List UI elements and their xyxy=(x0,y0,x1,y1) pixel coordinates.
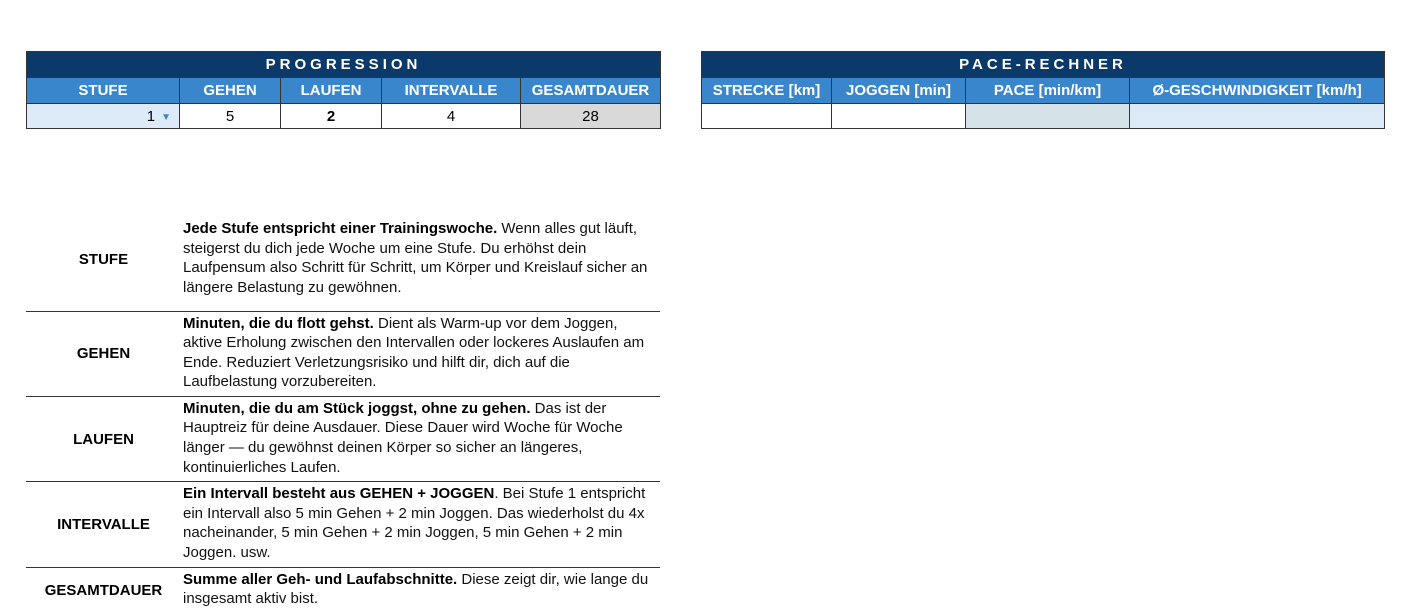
stufe-dropdown[interactable] xyxy=(27,104,180,129)
header-gesamtdauer[interactable]: GESAMTDAUER xyxy=(521,78,661,104)
header-laufen[interactable]: LAUFEN xyxy=(281,78,382,104)
header-gehen[interactable]: GEHEN xyxy=(180,78,281,104)
header-joggen[interactable]: JOGGEN [min] xyxy=(832,78,966,104)
gehen-value[interactable]: 5 xyxy=(180,104,281,129)
legend-description[interactable]: Minuten, die du flott gehst. Dient als Warm-up vor dem Joggen, aktive Erholung zwischen den Intervallen oder lockeres Auslaufen am Ende. Reduziert Verletzungsrisiko und hilft dir, dich auf die Laufbelastung vorzubereiten. xyxy=(183,314,645,391)
gesamtdauer-value[interactable]: 28 xyxy=(521,104,661,129)
legend-description[interactable]: Summe aller Geh- und Laufabschnitte. Diese zeigt dir, wie lange du insgesamt aktiv bist. xyxy=(183,570,649,608)
laufen-value[interactable]: 2 xyxy=(281,104,382,129)
stufe-value: 1 xyxy=(146,107,156,125)
legend-row-intervalle xyxy=(26,482,660,567)
legend-description[interactable]: Minuten, die du am Stück joggst, ohne zu gehen. Das ist der Hauptreiz für deine Ausdauer. Diese Dauer wird Woche für Woche länger — du gewöhnst deinen Körper so sicher an längeres, kontinuierliches Laufen. xyxy=(183,399,623,476)
progression-table xyxy=(26,51,661,129)
progression-title: PROGRESSION xyxy=(27,52,661,78)
legend-term[interactable]: INTERVALLE xyxy=(57,515,150,533)
pace-rechner-table xyxy=(701,51,1385,129)
dropdown-arrow-icon[interactable]: ▼ xyxy=(161,111,171,123)
legend-row-gehen xyxy=(26,311,660,396)
pace-output[interactable] xyxy=(966,104,1130,129)
legend-term[interactable]: GEHEN xyxy=(76,345,131,363)
legend-description[interactable]: Jede Stufe entspricht einer Trainingswoche. Wenn alles gut läuft, steigerst du dich jede Woche um eine Stufe. Du erhöhst dein Laufpensum also Schritt für Schritt, um Körper und Kreislauf sicher an längere Belastung zu gewöhnen. xyxy=(183,220,648,296)
joggen-input[interactable] xyxy=(832,104,966,129)
legend-table xyxy=(26,208,660,613)
header-intervalle[interactable]: INTERVALLE xyxy=(382,78,521,104)
legend-row-stufe xyxy=(26,208,660,311)
intervalle-value[interactable]: 4 xyxy=(382,104,521,129)
legend-term[interactable]: LAUFEN xyxy=(73,430,134,448)
legend-row-laufen xyxy=(26,396,660,481)
geschwindigkeit-output[interactable] xyxy=(1130,104,1385,129)
header-pace[interactable]: PACE [min/km] xyxy=(966,78,1130,104)
legend-term[interactable]: STUFE xyxy=(78,250,129,268)
header-geschwindigkeit[interactable]: Ø-GESCHWINDIGKEIT [km/h] xyxy=(1130,78,1385,104)
legend-row-gesamtdauer xyxy=(26,567,660,613)
legend-term[interactable]: GESAMTDAUER xyxy=(44,581,163,599)
strecke-input[interactable] xyxy=(702,104,832,129)
header-strecke[interactable]: STRECKE [km] xyxy=(702,78,832,104)
header-stufe[interactable]: STUFE xyxy=(27,78,180,104)
pace-rechner-title: PACE-RECHNER xyxy=(702,52,1385,78)
legend-description[interactable]: Ein Intervall besteht aus GEHEN + JOGGEN. Bei Stufe 1 entspricht ein Intervall also 5 min Gehen + 2 min Joggen. Das wiederholst du 4x nacheinander, 5 min Gehen + 2 min Joggen, 5 min Gehen + 2 min Joggen. usw. xyxy=(183,485,646,562)
